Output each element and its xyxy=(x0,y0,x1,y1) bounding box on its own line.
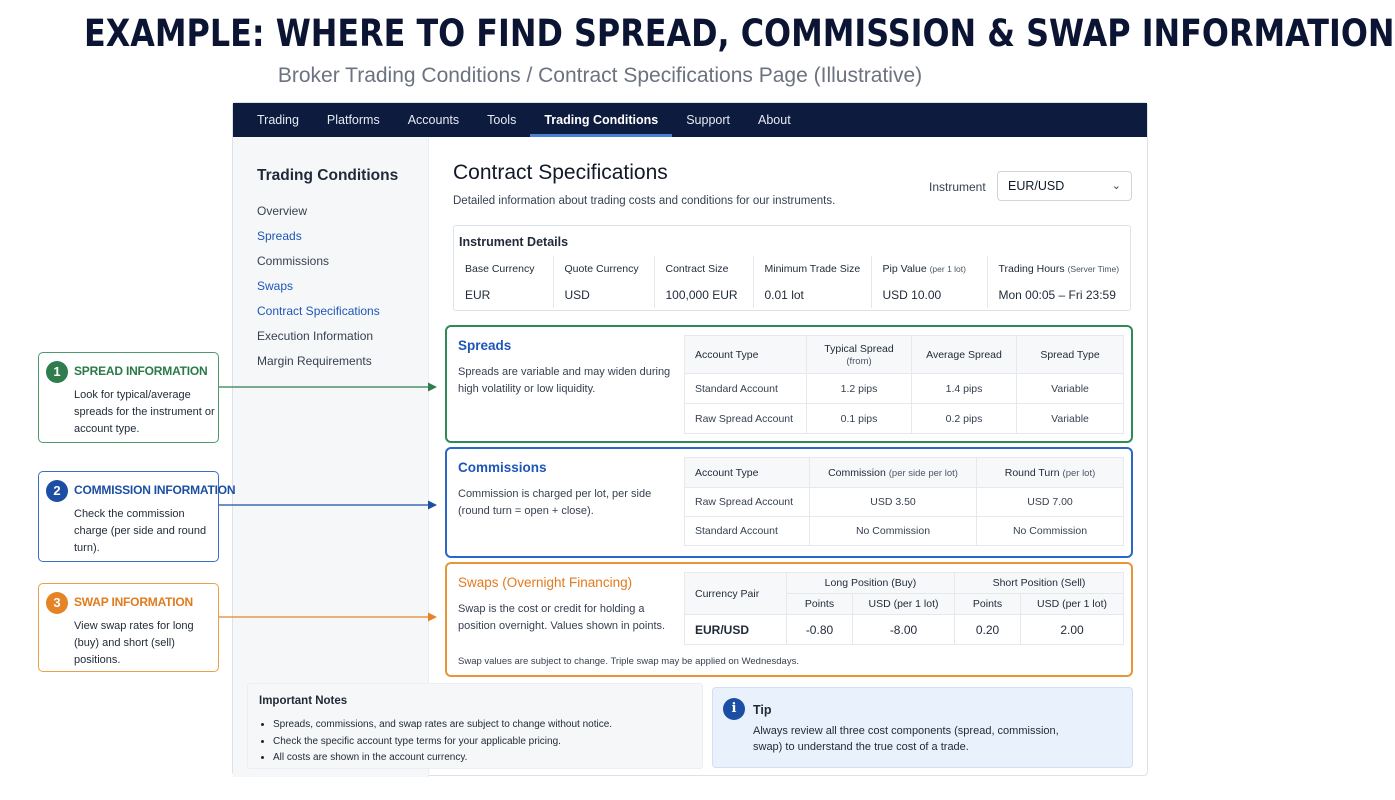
table-cell: Variable xyxy=(1017,374,1124,404)
callout-body: Check the commission charge (per side and round turn). xyxy=(74,508,207,554)
list-item: • Check the specific account type terms for your applicable pricing. xyxy=(273,734,612,751)
main-description: Detailed information about trading costs and conditions for our instruments. xyxy=(453,195,836,207)
callout-spread-information xyxy=(38,352,219,443)
nav-support[interactable]: Support xyxy=(686,113,730,127)
instrument-label: Instrument xyxy=(929,180,986,194)
table-cell: No Commission xyxy=(977,517,1124,546)
chevron-down-icon: ⌄ xyxy=(1111,180,1121,192)
sidebar-item-swaps[interactable]: Swaps xyxy=(257,279,294,293)
table-header: Account Type xyxy=(685,336,807,374)
important-notes-list xyxy=(273,717,612,767)
important-notes xyxy=(247,683,703,769)
nav-trading[interactable]: Trading xyxy=(257,113,299,127)
table-row xyxy=(685,488,1124,517)
callout-title: SPREAD INFORMATION xyxy=(74,364,208,378)
table-cell: 0.20 xyxy=(955,615,1021,645)
table-header: Currency Pair xyxy=(685,573,787,615)
nav-about[interactable]: About xyxy=(758,113,791,127)
step-number-badge: 3 xyxy=(46,592,68,614)
table-cell: 1.2 pips xyxy=(807,374,912,404)
table-cell: -0.80 xyxy=(787,615,853,645)
spreads-title: Spreads xyxy=(458,338,512,353)
main-title: Contract Specifications xyxy=(453,161,668,184)
table-header: Account Type xyxy=(685,458,810,488)
table-cell: 1.4 pips xyxy=(912,374,1017,404)
callout-body: Look for typical/average spreads for the instrument or account type. xyxy=(74,389,215,435)
table-header: USD (per 1 lot) xyxy=(853,594,955,615)
instrument-details xyxy=(453,225,1131,311)
step-number-badge: 2 xyxy=(46,480,68,502)
details-value: USD 10.00 xyxy=(871,282,987,308)
table-cell: Raw Spread Account xyxy=(685,488,810,517)
callout-title: SWAP INFORMATION xyxy=(74,595,194,609)
sidebar-item-spreads[interactable]: Spreads xyxy=(257,229,302,243)
table-cell: Variable xyxy=(1017,404,1124,434)
broker-page xyxy=(232,102,1148,776)
tip-title: Tip xyxy=(753,703,772,717)
tip-text: Always review all three cost components (spread, commission, swap) to understand the true cost of a trade. xyxy=(753,725,1059,753)
instrument-details-table xyxy=(454,256,1130,308)
table-cell: USD 7.00 xyxy=(977,488,1124,517)
spreads-description: Spreads are variable and may widen during high volatility or low liquidity. xyxy=(458,366,671,395)
table-header: Commission (per side per lot) xyxy=(810,458,977,488)
callout-swap-information xyxy=(38,583,219,672)
table-cell: USD 3.50 xyxy=(810,488,977,517)
swaps-table xyxy=(684,572,1124,645)
table-header: Typical Spread (from) xyxy=(807,336,912,374)
details-header: Quote Currency xyxy=(553,256,654,282)
details-value: EUR xyxy=(454,282,553,308)
details-header: Pip Value (per 1 lot) xyxy=(871,256,987,282)
table-header: Round Turn (per lot) xyxy=(977,458,1124,488)
commissions-description: Commission is charged per lot, per side (round turn = open + close). xyxy=(458,488,652,517)
table-cell: 0.2 pips xyxy=(912,404,1017,434)
sidebar-title: Trading Conditions xyxy=(257,167,399,184)
nav-platforms[interactable]: Platforms xyxy=(326,113,380,127)
commissions-title: Commissions xyxy=(458,460,547,475)
table-header: Points xyxy=(955,594,1021,615)
list-item: • All costs are shown in the account currency. xyxy=(273,750,612,767)
sidebar-item-contract-specifications[interactable]: Contract Specifications xyxy=(257,304,380,318)
page-subtitle: Broker Trading Conditions / Contract Specifications Page (Illustrative) xyxy=(277,64,923,87)
swaps-title: Swaps (Overnight Financing) xyxy=(458,575,633,590)
swaps-section xyxy=(445,562,1133,677)
swaps-note: Swap values are subject to change. Triple swap may be applied on Wednesdays. xyxy=(458,656,799,667)
info-icon: i xyxy=(723,698,745,720)
instrument-value: EUR/USD xyxy=(1008,179,1065,193)
callout-title: COMMISSION INFORMATION xyxy=(74,483,236,497)
table-header: Short Position (Sell) xyxy=(955,573,1124,594)
nav-trading-conditions[interactable]: Trading Conditions xyxy=(530,103,672,137)
table-header: Average Spread xyxy=(912,336,1017,374)
details-header: Trading Hours (Server Time) xyxy=(998,263,1120,275)
details-value: USD xyxy=(553,282,654,308)
table-cell: -8.00 xyxy=(853,615,955,645)
spreads-section xyxy=(445,325,1133,443)
instrument-details-title: Instrument Details xyxy=(459,235,569,249)
commissions-table xyxy=(684,457,1124,546)
details-header: Contract Size xyxy=(654,256,753,282)
details-value: 0.01 lot xyxy=(753,282,871,308)
top-navigation xyxy=(233,103,1147,137)
details-value: 100,000 EUR xyxy=(654,282,753,308)
table-cell: Raw Spread Account xyxy=(685,404,807,434)
callout-body: View swap rates for long (buy) and short (sell) positions. xyxy=(74,620,194,666)
table-cell: EUR/USD xyxy=(685,615,787,645)
details-value: Mon 00:05 – Fri 23:59 xyxy=(998,288,1116,302)
nav-tools[interactable]: Tools xyxy=(487,113,517,127)
table-row xyxy=(685,404,1124,434)
table-header: Spread Type xyxy=(1017,336,1124,374)
instrument-select[interactable] xyxy=(997,171,1132,201)
sidebar-menu xyxy=(257,203,380,378)
important-notes-title: Important Notes xyxy=(259,695,348,707)
page-title: EXAMPLE: WHERE TO FIND SPREAD, COMMISSION & SWAP INFORMATION xyxy=(84,12,1395,55)
table-header: Points xyxy=(787,594,853,615)
table-cell: Standard Account xyxy=(685,517,810,546)
sidebar-item-commissions[interactable]: Commissions xyxy=(257,254,330,268)
table-row xyxy=(685,517,1124,546)
details-header: Minimum Trade Size xyxy=(753,256,871,282)
sidebar-item-margin-requirements[interactable]: Margin Requirements xyxy=(257,354,372,368)
details-header: Base Currency xyxy=(454,256,553,282)
callout-commission-information xyxy=(38,471,236,562)
sidebar-item-execution-information[interactable]: Execution Information xyxy=(257,329,374,343)
spreads-table xyxy=(684,335,1124,434)
table-header: USD (per 1 lot) xyxy=(1021,594,1124,615)
swaps-description: Swap is the cost or credit for holding a position overnight. Values shown in points. xyxy=(458,603,666,632)
tip-box xyxy=(712,687,1133,768)
table-cell: No Commission xyxy=(810,517,977,546)
table-cell: 0.1 pips xyxy=(807,404,912,434)
table-cell: 2.00 xyxy=(1021,615,1124,645)
table-header: Long Position (Buy) xyxy=(787,573,955,594)
table-row xyxy=(685,615,1124,645)
step-number-badge: 1 xyxy=(46,361,68,383)
table-cell: Standard Account xyxy=(685,374,807,404)
table-row xyxy=(685,374,1124,404)
sidebar xyxy=(233,137,429,777)
sidebar-item-overview[interactable]: Overview xyxy=(257,204,308,218)
commissions-section xyxy=(445,447,1133,558)
nav-accounts[interactable]: Accounts xyxy=(407,113,460,127)
list-item: • Spreads, commissions, and swap rates are subject to change without notice. xyxy=(273,717,612,734)
